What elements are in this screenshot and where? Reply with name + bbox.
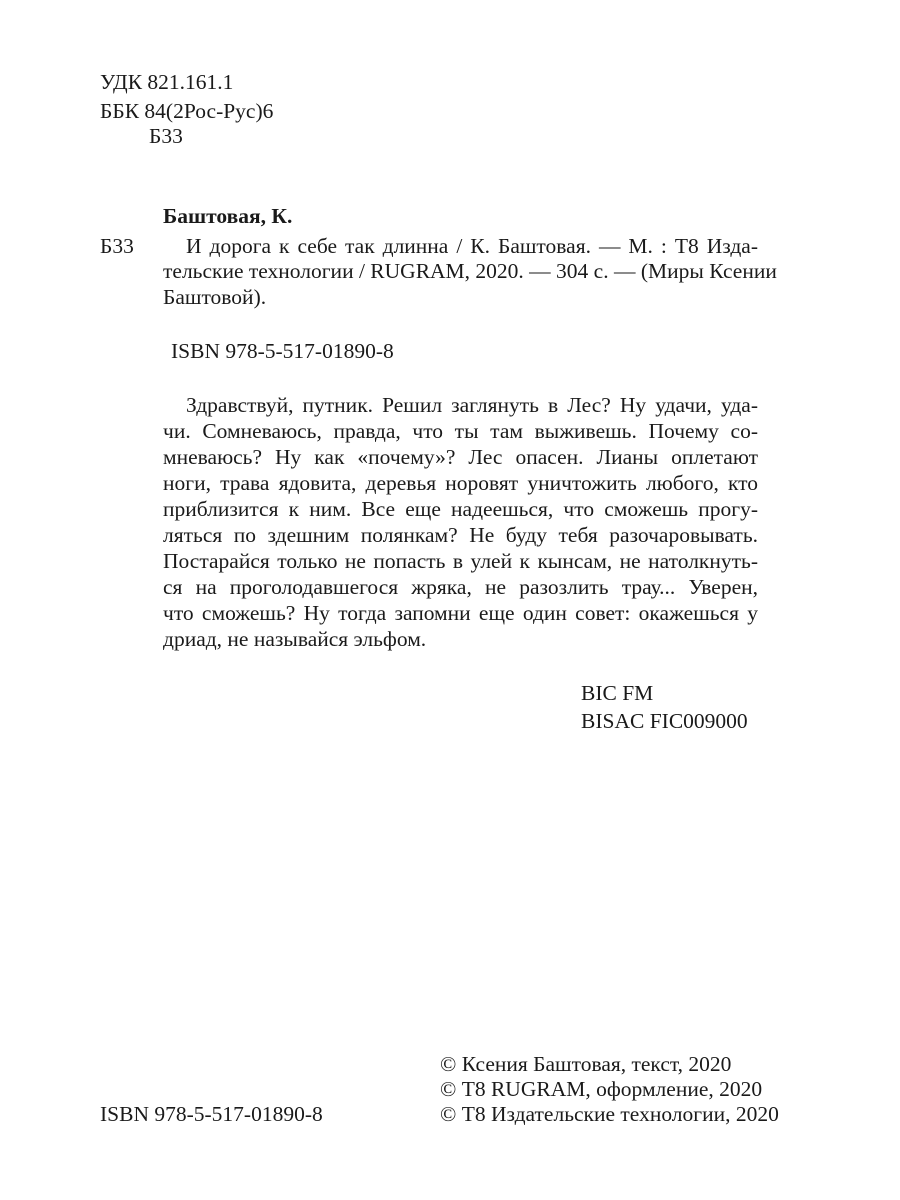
footer-isbn: ISBN 978-5-517-01890-8 — [100, 1102, 323, 1126]
copyright-publisher: © Т8 Издательские технологии, 2020 — [440, 1102, 779, 1126]
copyright-design: © Т8 RUGRAM, оформление, 2020 — [440, 1077, 763, 1101]
annotation-line: мневаюсь? Ну как «почему»? Лес опасен. Лианы оплетают — [163, 445, 758, 469]
annotation-line: ляться по здешним полянкам? Не буду тебя разочаровывать. — [163, 523, 758, 547]
bibliographic-line-3: Баштовой). — [163, 285, 267, 309]
annotation-line: ся на проголодавшегося жряка, не разозлить трау... Уверен, — [163, 575, 758, 599]
copyright-text: © Ксения Баштовая, текст, 2020 — [440, 1052, 732, 1076]
bibliographic-line-2: тельские технологии / RUGRAM, 2020. — 304 с. — (Миры Ксении — [163, 259, 777, 283]
bibliographic-line-1: И дорога к себе так длинна / К. Баштовая. — М. : Т8 Изда- — [186, 234, 758, 258]
annotation-line: Здравствуй, путник. Решил заглянуть в Лес? Ну удачи, уда- — [186, 393, 758, 417]
author-mark: Б33 — [149, 124, 183, 148]
bibliographic-isbn: ISBN 978-5-517-01890-8 — [171, 339, 394, 363]
udk-code: УДК 821.161.1 — [100, 70, 234, 94]
annotation-line: приблизится к ним. Все еще надеешься, что сможешь прогу- — [163, 497, 758, 521]
author-heading: Баштовая, К. — [163, 204, 293, 228]
annotation-line: что сможешь? Ну тогда запомни еще один совет: окажешься у — [163, 601, 758, 625]
annotation-line: Постарайся только не попасть в улей к кынсам, не натолкнуть- — [163, 549, 758, 573]
bic-code: BIC FM — [581, 681, 654, 705]
annotation-line: дриад, не называйся эльфом. — [163, 627, 427, 651]
bbk-code: ББК 84(2Рос-Рус)6 — [100, 99, 274, 123]
annotation-line: чи. Сомневаюсь, правда, что ты там выживешь. Почему со- — [163, 419, 758, 443]
bibliographic-mark: Б33 — [100, 234, 134, 258]
bisac-code: BISAC FIC009000 — [581, 709, 748, 733]
annotation-line: ноги, трава ядовита, деревья норовят уничтожить любого, кто — [163, 471, 758, 495]
